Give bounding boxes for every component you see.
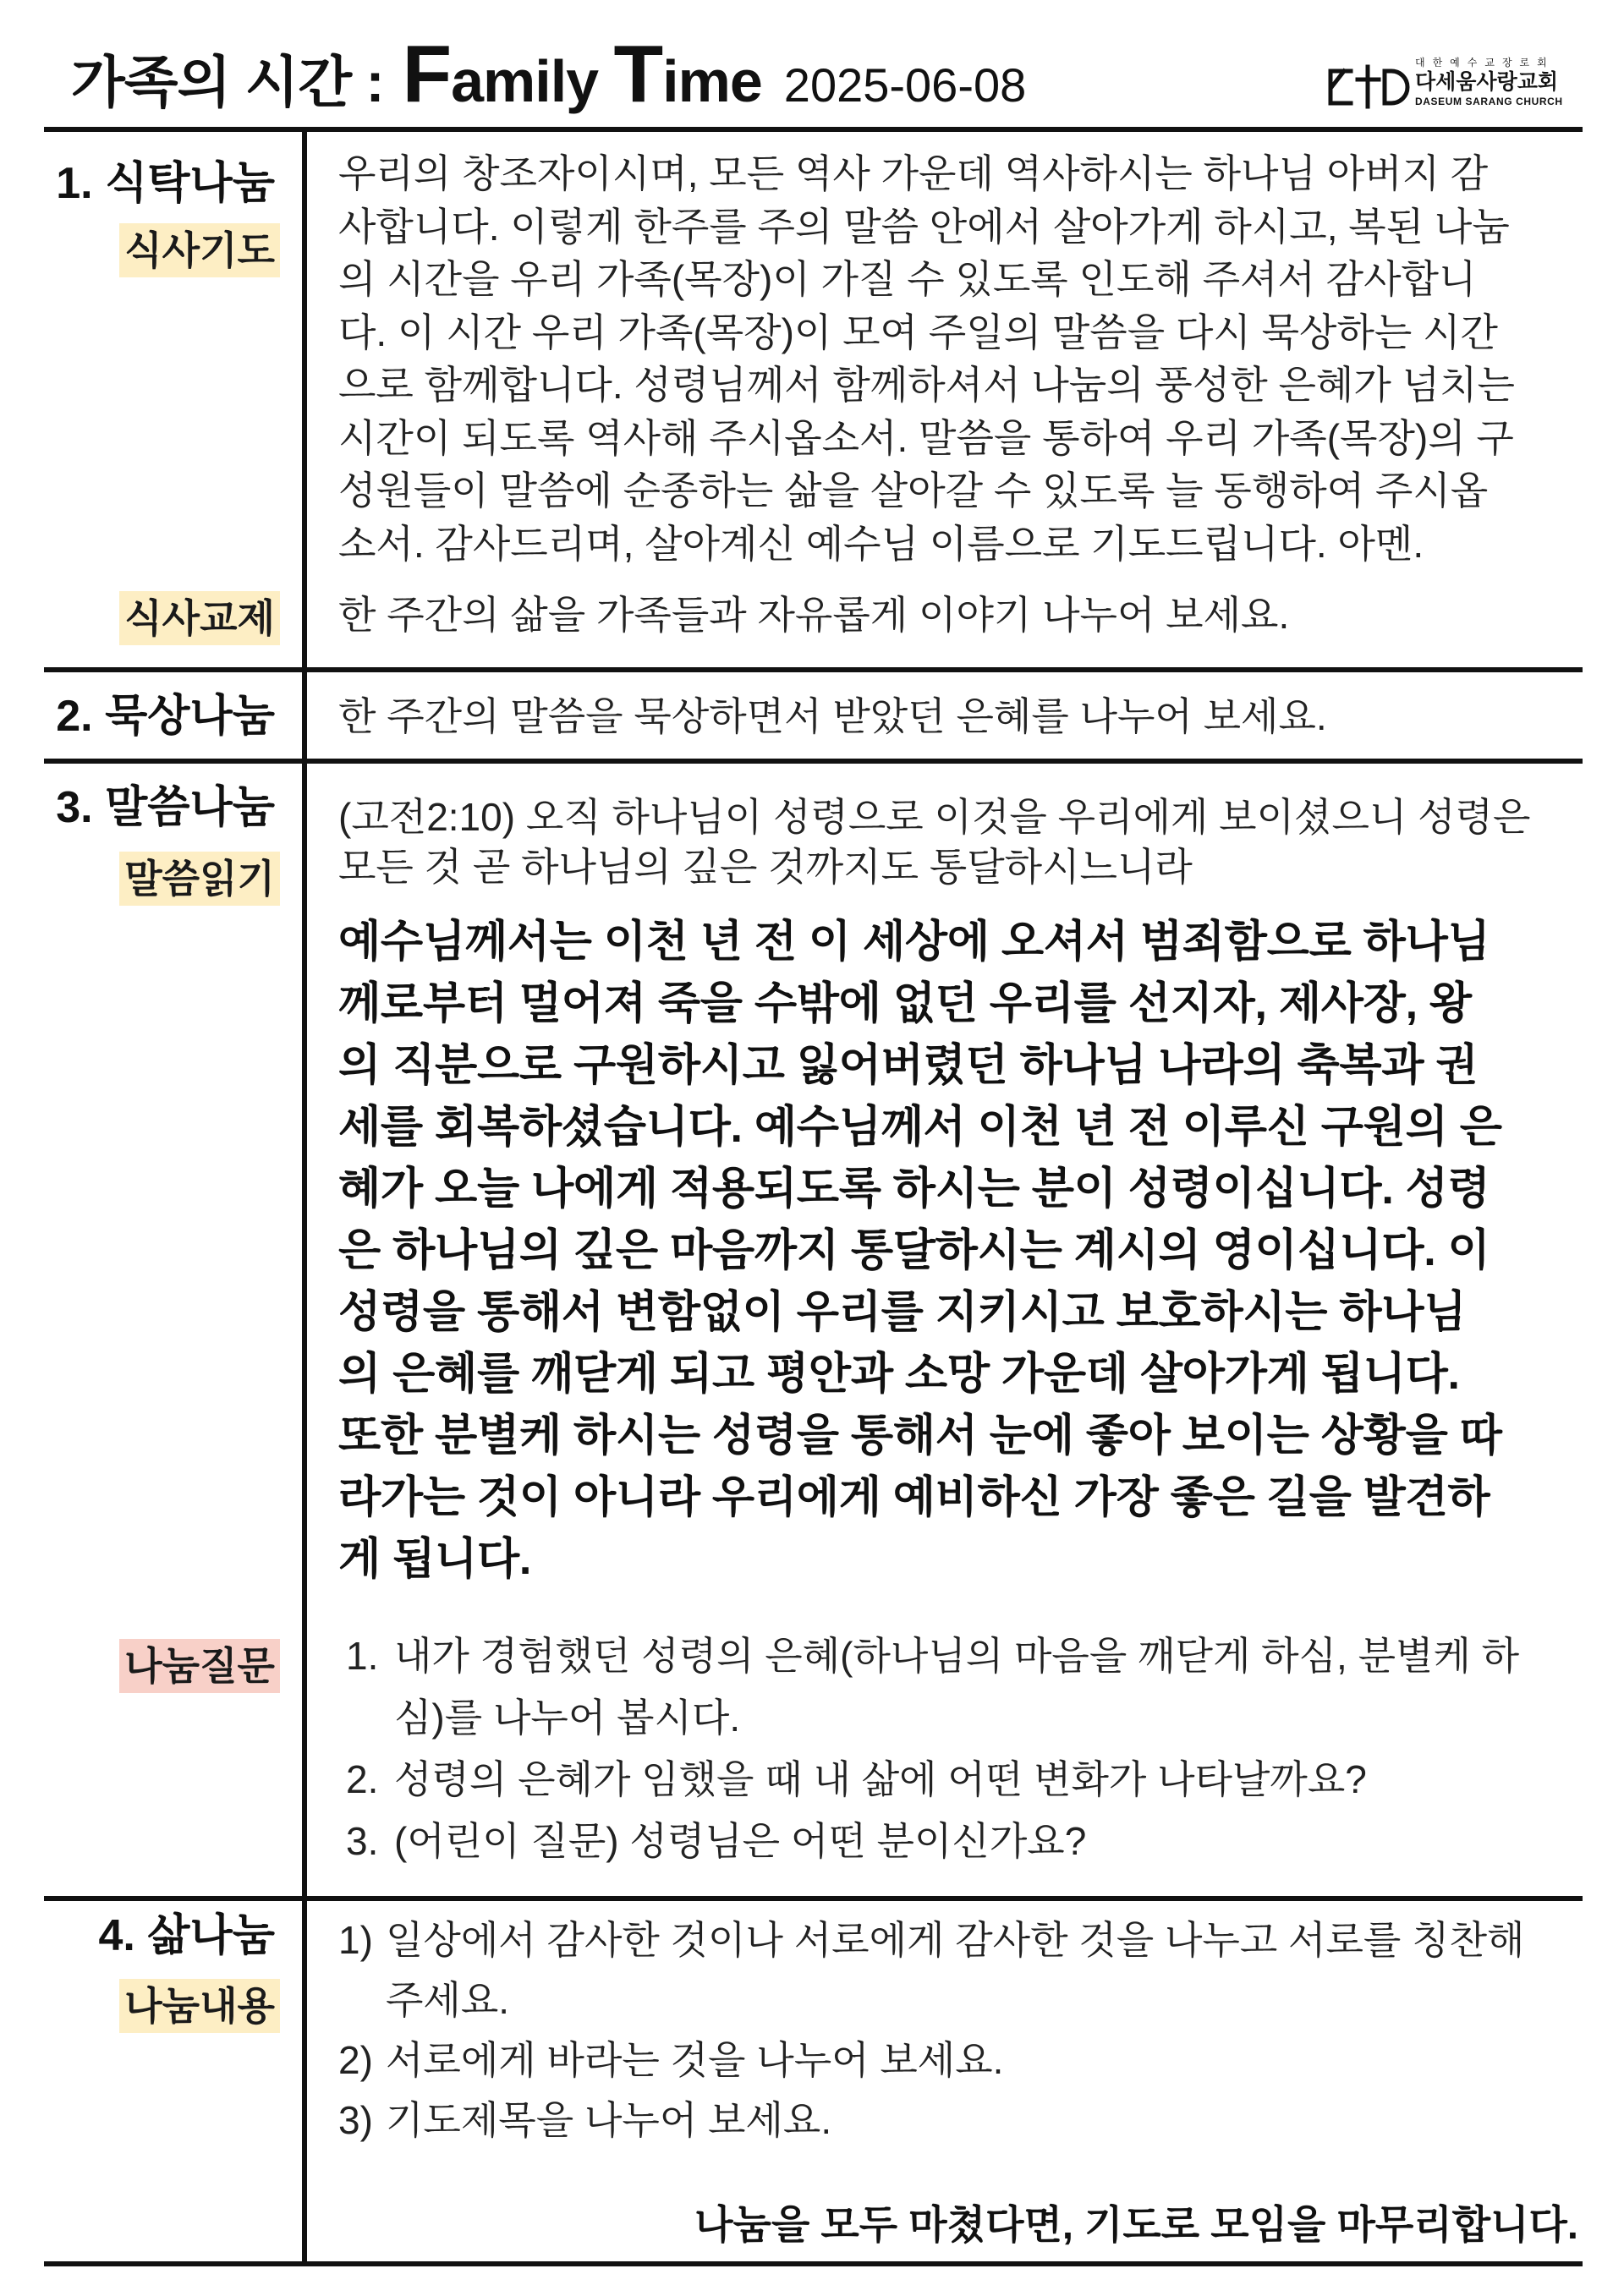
summary-line: 께로부터 멀어져 죽을 수밖에 없던 우리를 선지자, 제사장, 왕 <box>338 979 1472 1028</box>
column-divider <box>302 127 307 2266</box>
summary-line: 의 은혜를 깨닫게 되고 평안과 소망 가운데 살아가게 됩니다. <box>338 1350 1460 1399</box>
list-number: 2) <box>338 2038 373 2082</box>
title-word-rest: ime <box>662 48 762 114</box>
sharing-line: 서로에게 바라는 것을 나누어 보세요. <box>386 2038 1004 2082</box>
question-line: 내가 경험했던 성령의 은혜(하나님의 마음을 깨닫게 하심, 분별케 하 <box>394 1634 1520 1678</box>
sharing-line: 일상에서 감사한 것이나 서로에게 감사한 것을 나누고 서로를 칭찬해 <box>386 1918 1525 1962</box>
section-label-wrap <box>0 690 280 743</box>
title-word-rest: amily <box>451 48 599 114</box>
life-sharing-list <box>338 1910 1590 2151</box>
list-number: 1. <box>346 1634 379 1678</box>
closing-note <box>338 2199 1578 2251</box>
tag-sharing-content: 나눔내용 <box>119 1979 280 2033</box>
logo-denomination: 대한예수교장로회 <box>1415 57 1555 68</box>
closing-text: 나눔을 모두 마쳤다면, 기도로 모임을 마무리합니다. <box>694 2202 1578 2247</box>
section-divider <box>44 667 1583 672</box>
fellowship-line: 한 주간의 삶을 가족들과 자유롭게 이야기 나누어 보세요. <box>338 593 1290 637</box>
tag-wrap <box>0 1639 280 1693</box>
section-label-wrap <box>0 781 280 834</box>
prayer-line: 소서. 감사드리며, 살아계신 예수님 이름으로 기도드립니다. 아멘. <box>338 521 1424 566</box>
list-item <box>338 2030 1590 2091</box>
list-item <box>338 1625 1590 1749</box>
list-number: 3) <box>338 2098 373 2142</box>
section-label-meditation-sharing: 2. 묵상나눔 <box>56 692 275 741</box>
prayer-line: 우리의 창조자이시며, 모든 역사 가운데 역사하시는 하나님 아버지 감 <box>338 151 1489 195</box>
summary-line: 의 직분으로 구원하시고 잃어버렸던 하나님 나라의 축복과 권 <box>338 1041 1479 1090</box>
summary-line: 또한 분별케 하시는 성령을 통해서 눈에 좋아 보이는 상황을 따 <box>338 1411 1502 1460</box>
verse-line: 모든 것 곧 하나님의 깊은 것까지도 통달하시느니라 <box>338 845 1193 889</box>
section-label-wrap <box>0 157 280 210</box>
title-initial-letter: T <box>613 29 663 119</box>
tag-wrap <box>0 1979 280 2033</box>
meal-prayer-text <box>338 147 1590 570</box>
logo-church-name-english: DASEUM SARANG CHURCH <box>1415 96 1563 107</box>
church-logo <box>1325 56 1562 113</box>
discussion-question-list <box>338 1625 1590 1872</box>
tag-meal-prayer: 식사기도 <box>119 223 280 277</box>
title-english <box>402 29 762 119</box>
header-divider <box>44 127 1583 132</box>
list-item <box>338 2091 1590 2151</box>
prayer-line: 다. 이 시간 우리 가족(목장)이 모여 주일의 말씀을 다시 묵상하는 시간 <box>338 310 1498 354</box>
page-title <box>71 29 1027 119</box>
tag-wrap <box>0 223 280 277</box>
prayer-line: 의 시간을 우리 가족(목장)이 가질 수 있도록 인도해 주셔서 감사합니 <box>338 257 1477 301</box>
summary-line: 예수님께서는 이천 년 전 이 세상에 오셔서 범죄함으로 하나님 <box>338 918 1490 967</box>
question-line: 심)를 나누어 봅시다. <box>394 1696 741 1740</box>
tag-wrap <box>0 591 280 645</box>
question-line: (어린이 질문) 성령님은 어떤 분이신가요? <box>394 1819 1087 1863</box>
list-item <box>338 1749 1590 1811</box>
title-initial-letter: F <box>402 29 452 119</box>
sharing-line: 주세요. <box>386 1978 510 2022</box>
summary-line: 혜가 오늘 나에게 적용되도록 하시는 분이 성령이십니다. 성령 <box>338 1164 1490 1214</box>
title-date: 2025-06-08 <box>783 58 1027 112</box>
tag-discussion-questions: 나눔질문 <box>119 1639 280 1693</box>
meal-fellowship-text <box>338 589 1590 641</box>
title-korean: 가족의 시간 : <box>71 51 384 113</box>
prayer-line: 성원들이 말씀에 순종하는 삶을 살아갈 수 있도록 늘 동행하여 주시옵 <box>338 469 1489 512</box>
question-line: 성령의 은혜가 임했을 때 내 삶에 어떤 변화가 나타날까요? <box>394 1757 1367 1801</box>
section-divider <box>44 759 1583 764</box>
list-number: 2. <box>346 1757 379 1801</box>
section-label-meal-sharing: 1. 식탁나눔 <box>56 159 275 208</box>
section-divider <box>44 1896 1583 1901</box>
prayer-line: 으로 함께합니다. 성령님께서 함께하셔서 나눔의 풍성한 은혜가 넘치는 <box>338 363 1515 407</box>
bottom-divider <box>44 2261 1583 2266</box>
summary-line: 은 하나님의 깊은 마음까지 통달하시는 계시의 영이십니다. 이 <box>338 1226 1490 1275</box>
meditation-line: 한 주간의 말씀을 묵상하면서 받았던 은혜를 나누어 보세요. <box>338 694 1327 738</box>
list-number: 3. <box>346 1819 379 1863</box>
logo-church-name: 다세움사랑교회 <box>1415 70 1559 94</box>
section-label-wrap <box>0 1910 280 1962</box>
logo-text <box>1415 56 1562 108</box>
section-label-life-sharing: 4. 삶나눔 <box>98 1911 275 1960</box>
list-item <box>338 1811 1590 1872</box>
summary-line: 라가는 것이 아니라 우리에게 예비하신 가장 좋은 길을 발견하 <box>338 1473 1490 1522</box>
list-item <box>338 1910 1590 2030</box>
tag-word-reading: 말씀읽기 <box>119 852 280 906</box>
section-label-word-sharing: 3. 말씀나눔 <box>56 783 275 832</box>
summary-line: 성령을 통해서 변함없이 우리를 지키시고 보호하시는 하나님 <box>338 1288 1467 1337</box>
scripture-verse <box>338 792 1590 892</box>
sharing-line: 기도제목을 나누어 보세요. <box>386 2098 832 2142</box>
tag-wrap <box>0 852 280 906</box>
church-logo-icon <box>1325 64 1410 110</box>
summary-line: 세를 회복하셨습니다. 예수님께서 이천 년 전 이루신 구원의 은 <box>338 1103 1502 1152</box>
prayer-line: 시간이 되도록 역사해 주시옵소서. 말씀을 통하여 우리 가족(목장)의 구 <box>338 415 1514 460</box>
tag-meal-fellowship: 식사교제 <box>119 591 280 645</box>
summary-line: 게 됩니다. <box>338 1535 532 1584</box>
prayer-line: 사합니다. 이렇게 한주를 주의 말씀 안에서 살아가게 하시고, 복된 나눔 <box>338 204 1510 249</box>
verse-line: (고전2:10) 오직 하나님이 성령으로 이것을 우리에게 보이셨으니 성령은 <box>338 795 1531 839</box>
sermon-summary <box>338 912 1590 1591</box>
meditation-text <box>338 690 1590 743</box>
list-number: 1) <box>338 1918 373 1962</box>
